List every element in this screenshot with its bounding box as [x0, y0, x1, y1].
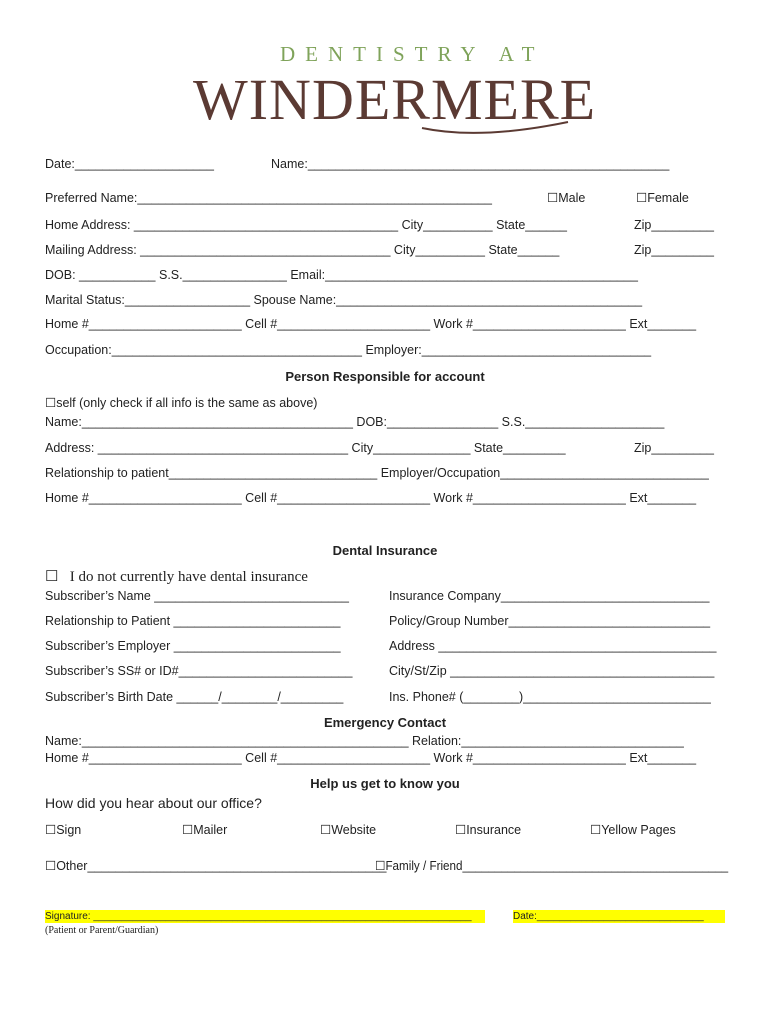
home-address-field[interactable]: Home Address: ______________________________________ City__________ State______ — [45, 218, 567, 232]
yellow-pages-checkbox[interactable]: ☐Yellow Pages — [590, 823, 676, 837]
occupation-employer-row[interactable]: Occupation:____________________________________ Employer:_________________________________ — [45, 343, 652, 357]
dob-ss-email-row[interactable]: DOB: ___________ S.S._______________ Email:_____________________________________________ — [45, 268, 638, 282]
home-zip-field[interactable]: Zip_________ — [634, 218, 714, 232]
insurance-phone-field[interactable]: Ins. Phone# (________)___________________________ — [389, 690, 711, 704]
mailing-zip-field[interactable]: Zip_________ — [634, 243, 714, 257]
emergency-name-relation-row[interactable]: Name:_______________________________________________ Relation:________________________________ — [45, 734, 684, 748]
subscriber-birth-date-field[interactable]: Subscriber’s Birth Date ______/________/_________ — [45, 690, 344, 704]
referral-question: How did you hear about our office? — [45, 795, 262, 811]
insurance-address-field[interactable]: Address ________________________________________ — [389, 639, 717, 653]
self-checkbox[interactable]: ☐self (only check if all info is the same as above) — [45, 396, 318, 410]
relationship-row[interactable]: Relationship to patient______________________________ Employer/Occupation______________________________ — [45, 466, 709, 480]
insurance-city-st-zip-field[interactable]: City/St/Zip ______________________________________ — [389, 664, 715, 678]
website-checkbox[interactable]: ☐Website — [320, 823, 377, 837]
signature-date-field[interactable]: Date:______________________________ — [513, 910, 725, 923]
phone-numbers-row[interactable]: Home #______________________ Cell #______________________ Work #______________________ Ext_______ — [45, 317, 697, 331]
female-checkbox[interactable]: ☐Female — [636, 191, 689, 205]
subscriber-employer-field[interactable]: Subscriber’s Employer ________________________ — [45, 639, 341, 653]
emergency-contact-heading: Emergency Contact — [323, 715, 447, 730]
responsible-party-heading: Person Responsible for account — [285, 369, 485, 384]
male-checkbox[interactable]: ☐Male — [547, 191, 586, 205]
logo-line-dentistry-at: DENTISTRY AT — [280, 42, 545, 66]
subscriber-ss-field[interactable]: Subscriber’s SS# or ID#_________________________ — [45, 664, 353, 678]
insurance-company-field[interactable]: Insurance Company______________________________ — [389, 589, 710, 603]
logo-swash-icon — [420, 118, 570, 136]
other-checkbox[interactable]: ☐Other___________________________________________ — [45, 859, 387, 873]
date-field[interactable]: Date:____________________ — [45, 157, 214, 171]
relationship-to-patient-field[interactable]: Relationship to Patient ________________________ — [45, 614, 341, 628]
know-you-heading: Help us get to know you — [310, 776, 460, 791]
marital-spouse-row[interactable]: Marital Status:__________________ Spouse Name:____________________________________________ — [45, 293, 643, 307]
responsible-phones-row[interactable]: Home #______________________ Cell #______________________ Work #______________________ Ext_______ — [45, 491, 697, 505]
policy-group-number-field[interactable]: Policy/Group Number_____________________________ — [389, 614, 711, 628]
sign-checkbox[interactable]: ☐Sign — [45, 823, 82, 837]
responsible-zip-field[interactable]: Zip_________ — [634, 441, 714, 455]
responsible-name-row[interactable]: Name:_______________________________________ DOB:________________ S.S.____________________ — [45, 415, 665, 429]
name-field[interactable]: Name:____________________________________________________ — [271, 157, 670, 171]
preferred-name-field[interactable]: Preferred Name:___________________________________________________ — [45, 191, 492, 205]
signature-field[interactable]: Signature: ____________________________________________________________________ — [45, 910, 485, 923]
dental-insurance-heading: Dental Insurance — [332, 543, 438, 558]
logo-line-windermere: WINDERMERE — [193, 67, 597, 132]
emergency-phones-row[interactable]: Home #______________________ Cell #______________________ Work #______________________ Ext_______ — [45, 751, 697, 765]
signature-note: (Patient or Parent/Guardian) — [45, 925, 159, 936]
mailing-address-field[interactable]: Mailing Address: ____________________________________ City__________ State______ — [45, 243, 560, 257]
insurance-checkbox[interactable]: ☐Insurance — [455, 823, 522, 837]
responsible-address-row[interactable]: Address: ____________________________________ City______________ State_________ — [45, 441, 566, 455]
mailer-checkbox[interactable]: ☐Mailer — [182, 823, 228, 837]
no-insurance-checkbox[interactable]: ☐ I do not currently have dental insurance — [45, 569, 308, 585]
subscriber-name-field[interactable]: Subscriber’s Name ____________________________ — [45, 589, 349, 603]
family-friend-checkbox[interactable]: ☐Family / Friend_________________________________________ — [375, 859, 729, 873]
